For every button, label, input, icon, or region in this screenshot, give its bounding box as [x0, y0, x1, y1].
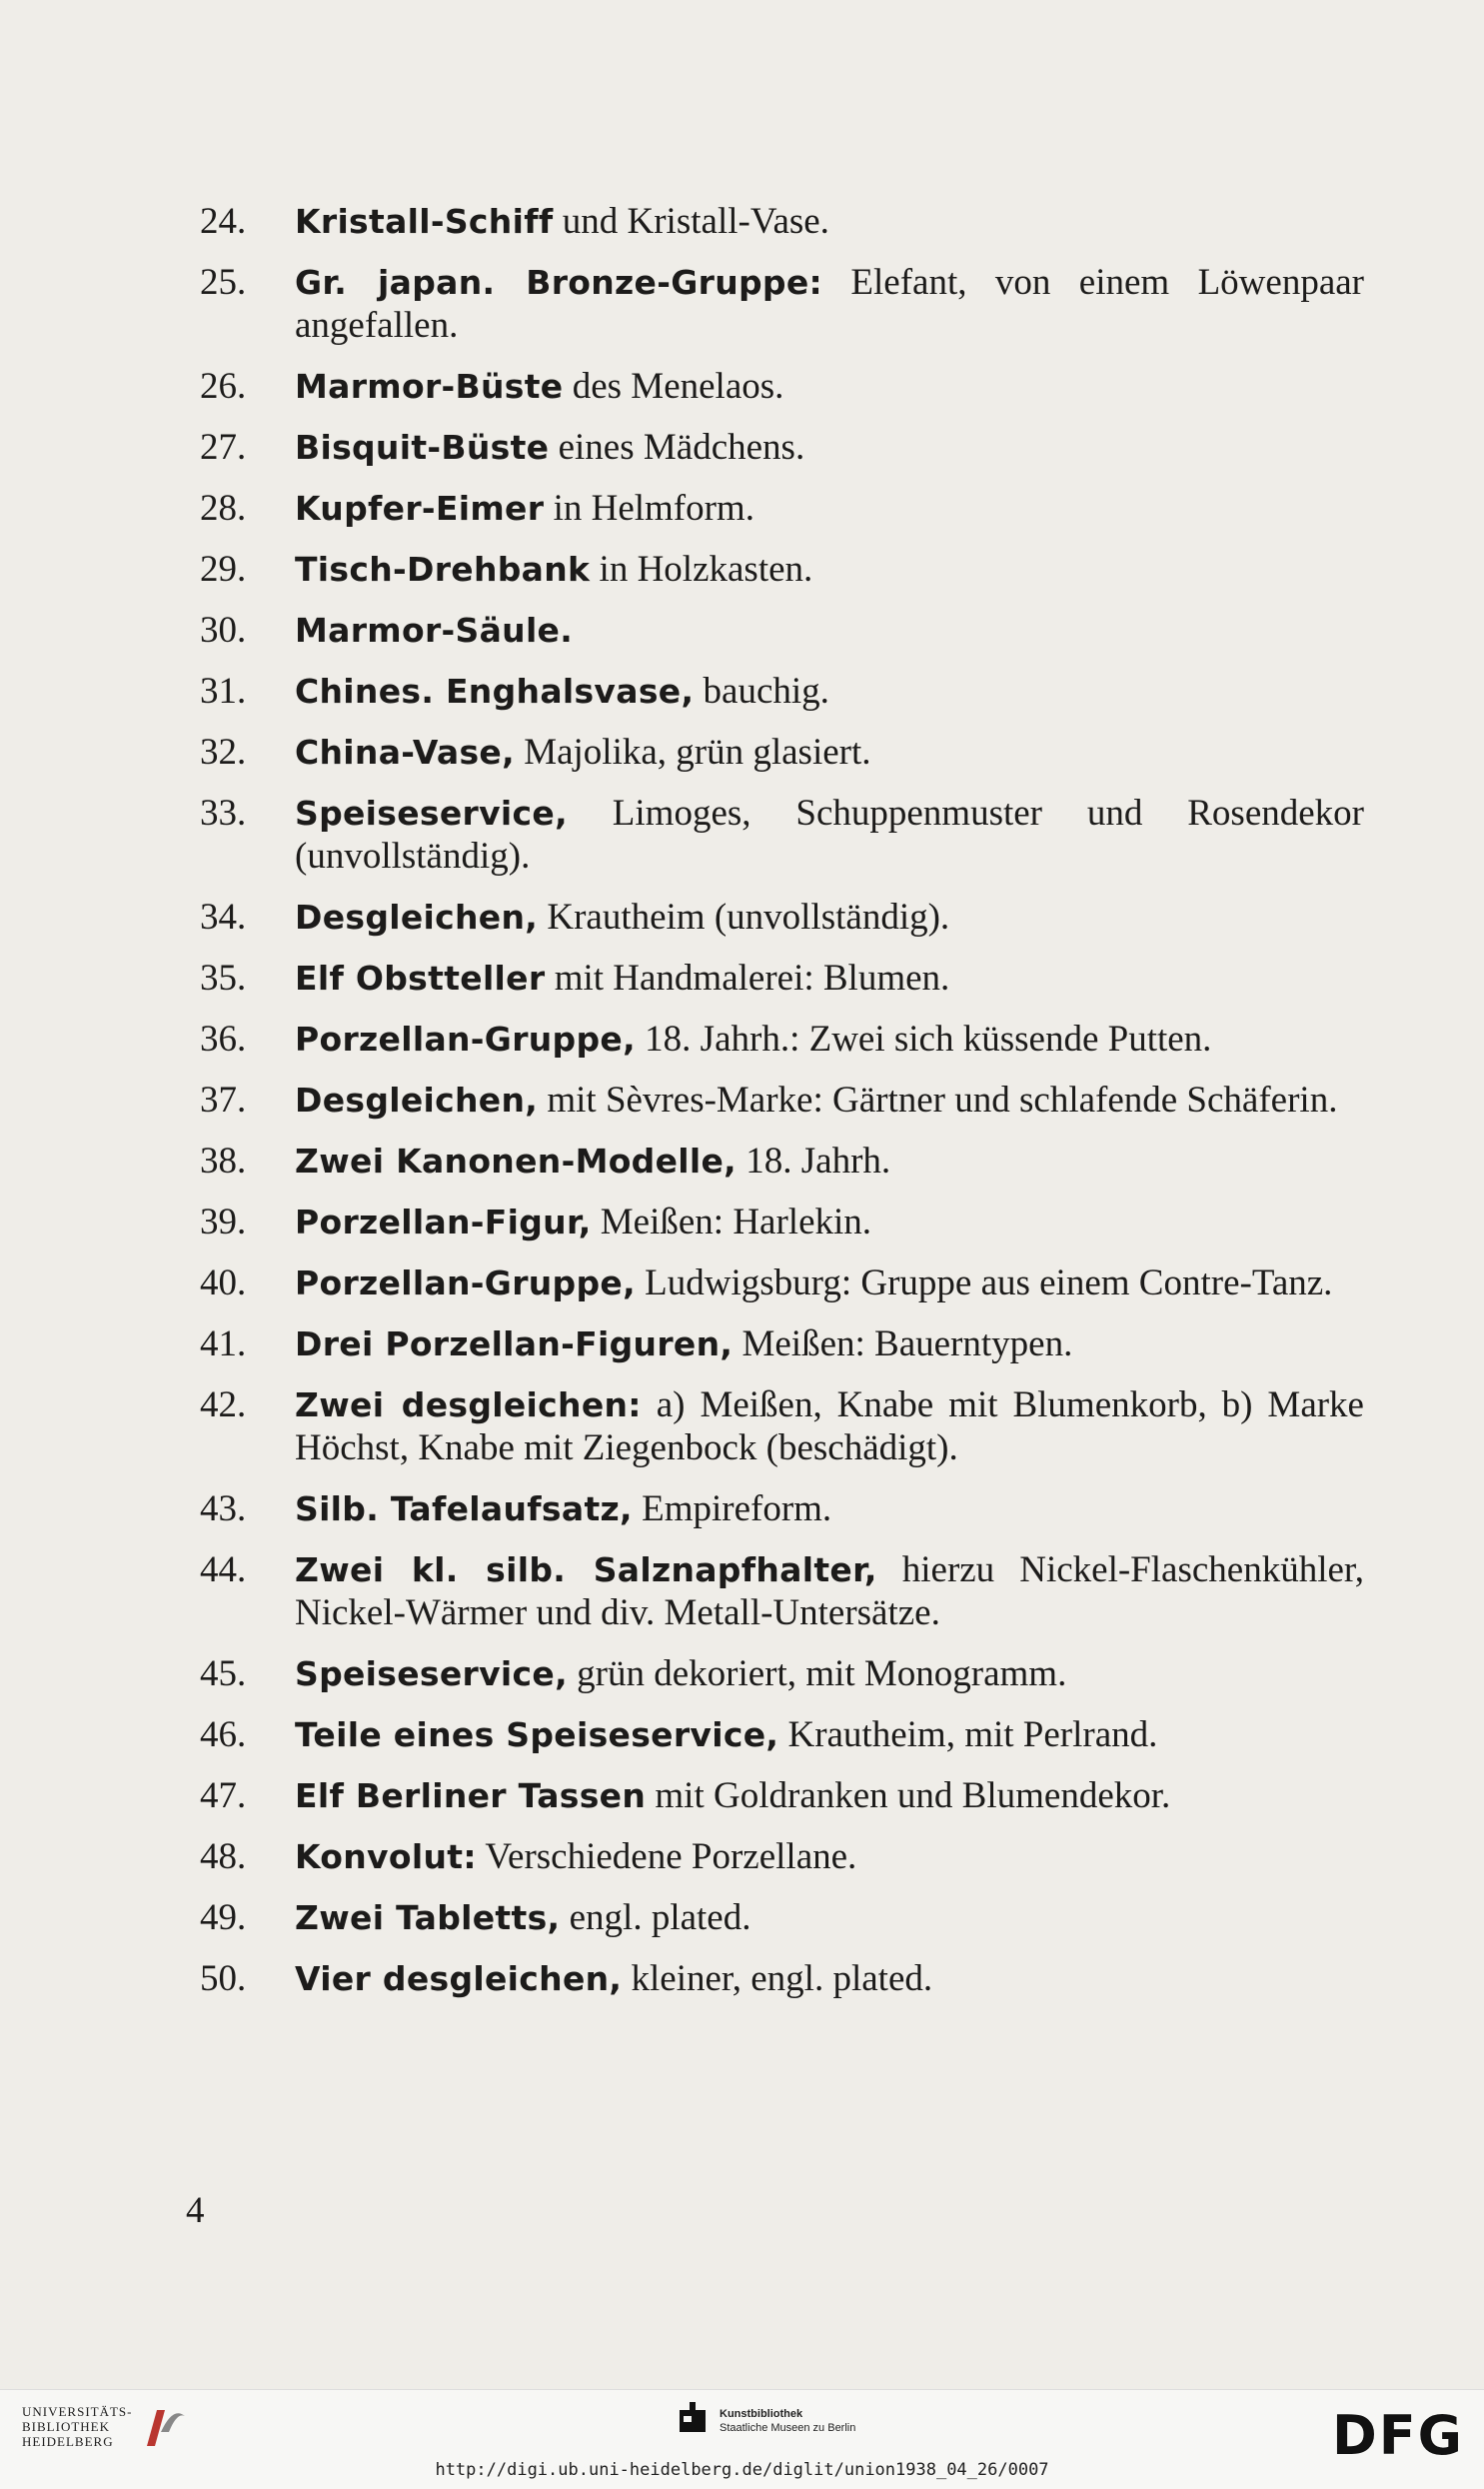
entry-details: grün dekoriert, mit Monogramm.	[567, 1653, 1067, 1694]
entry-number: 32.	[200, 732, 247, 773]
entry-number: 29.	[200, 549, 247, 590]
catalog-entry	[200, 1774, 1364, 1817]
entry-title: Porzellan-Figur,	[295, 1203, 592, 1242]
entry-details: hierzu Nickel-Flaschenkühler, Nickel-Wärmer und div. Metall-Untersätze.	[295, 1549, 1364, 1633]
entry-description	[295, 548, 1364, 591]
entry-title: Konvolut:	[295, 1837, 477, 1876]
entry-details: Verschiedene Porzellane.	[476, 1836, 857, 1877]
entry-title: Drei Porzellan-Figuren,	[295, 1324, 734, 1363]
entry-title: Porzellan-Gruppe,	[295, 1263, 636, 1302]
catalog-entry	[200, 896, 1364, 939]
entry-details: Elefant, von einem Löwenpaar angefallen.	[295, 262, 1364, 346]
entry-title: Silb. Tafelaufsatz,	[295, 1489, 633, 1528]
catalog-entry	[200, 1713, 1364, 1756]
kunstbibliothek-text	[720, 2407, 855, 2435]
entry-details: Krautheim (unvollständig).	[538, 897, 950, 938]
entry-number: 39.	[200, 1202, 247, 1243]
entry-number: 34.	[200, 897, 247, 938]
entry-description	[295, 1322, 1364, 1365]
entry-details: Empireform.	[632, 1488, 832, 1529]
entry-title: Marmor-Büste	[295, 367, 564, 406]
entry-details: 18. Jahrh.	[737, 1141, 891, 1182]
library-line-1: UNIVERSITÄTS-	[22, 2403, 133, 2419]
entry-number: 26.	[200, 366, 247, 407]
catalog-entry	[200, 1322, 1364, 1365]
entry-description	[295, 1548, 1364, 1634]
entry-title: Gr. japan. Bronze-Gruppe:	[295, 263, 823, 302]
entry-details: des Menelaos.	[563, 366, 784, 407]
footer	[0, 2389, 1484, 2489]
catalog-entry	[200, 1079, 1364, 1122]
entry-description	[295, 731, 1364, 774]
entry-number: 47.	[200, 1775, 247, 1816]
catalog-entry	[200, 426, 1364, 469]
entry-description	[295, 1018, 1364, 1061]
entry-description	[295, 1896, 1364, 1939]
catalog-entry	[200, 1140, 1364, 1183]
entry-description	[295, 1140, 1364, 1183]
page-number: 4	[186, 2190, 205, 2231]
entry-details: und Kristall-Vase.	[553, 201, 829, 242]
entry-title: Tisch-Drehbank	[295, 550, 591, 589]
entry-number: 48.	[200, 1836, 247, 1877]
entry-details: a) Meißen, Knabe mit Blumenkorb, b) Marke Höchst, Knabe mit Ziegenbock (beschädigt).	[295, 1384, 1364, 1468]
catalog-entry	[200, 1018, 1364, 1061]
entry-number: 35.	[200, 958, 247, 999]
entry-description	[295, 200, 1364, 243]
catalog-entry	[200, 365, 1364, 408]
entry-description	[295, 1652, 1364, 1695]
catalog-entry	[200, 609, 1364, 652]
entry-description	[295, 365, 1364, 408]
library-line-2: BIBLIOTHEK	[22, 2418, 110, 2434]
entry-details: Meißen: Harlekin.	[591, 1202, 872, 1243]
entry-number: 43.	[200, 1488, 247, 1529]
entry-number: 28.	[200, 488, 247, 529]
entry-details: Majolika, grün glasiert.	[514, 732, 871, 773]
university-library-logo[interactable]	[22, 2402, 187, 2450]
library-emblem-icon	[143, 2402, 187, 2450]
entry-description	[295, 1487, 1364, 1530]
kunstbibliothek-subtitle: Staatliche Museen zu Berlin	[720, 2422, 856, 2434]
entry-details: Meißen: Bauerntypen.	[733, 1323, 1073, 1364]
source-url[interactable]: http://digi.ub.uni-heidelberg.de/diglit/union1938_04_26/0007	[435, 2460, 1049, 2480]
catalog-entry	[200, 1201, 1364, 1244]
catalog-entry	[200, 261, 1364, 347]
entry-description	[295, 1383, 1364, 1469]
entry-number: 25.	[200, 262, 247, 303]
entry-details: mit Sèvres-Marke: Gärtner und schlafende Schäferin.	[538, 1080, 1338, 1121]
catalog-entry	[200, 1383, 1364, 1469]
entry-number: 36.	[200, 1019, 247, 1060]
catalog-entry	[200, 548, 1364, 591]
entry-number: 27.	[200, 427, 247, 468]
entry-title: Desgleichen,	[295, 898, 539, 937]
entry-number: 45.	[200, 1653, 247, 1694]
entry-details: kleiner, engl. plated.	[622, 1958, 933, 1999]
entry-title: Zwei Tabletts,	[295, 1898, 561, 1937]
entry-title: Porzellan-Gruppe,	[295, 1020, 636, 1059]
entry-details: 18. Jahrh.: Zwei sich küssende Putten.	[635, 1019, 1212, 1060]
entry-title: Chines. Enghalsvase,	[295, 672, 695, 711]
kunstbibliothek-logo[interactable]	[680, 2402, 855, 2440]
entry-description	[295, 487, 1364, 530]
catalog-entry	[200, 670, 1364, 713]
entry-number: 41.	[200, 1323, 247, 1364]
entry-number: 37.	[200, 1080, 247, 1121]
catalog-entry	[200, 1896, 1364, 1939]
entry-description	[295, 1261, 1364, 1304]
catalog-entry	[200, 200, 1364, 243]
entry-details: eines Mädchens.	[549, 427, 805, 468]
catalog-entry	[200, 731, 1364, 774]
entry-number: 31.	[200, 671, 247, 712]
entry-description	[295, 609, 1364, 652]
catalog-entries	[200, 200, 1364, 2018]
entry-details: in Helmform.	[544, 488, 754, 529]
kunstbibliothek-title: Kunstbibliothek	[720, 2408, 803, 2420]
entry-title: Speiseservice,	[295, 1654, 568, 1693]
entry-description	[295, 792, 1364, 878]
entry-number: 30.	[200, 610, 247, 651]
entry-description	[295, 1835, 1364, 1878]
entry-title: Teile eines Speiseservice,	[295, 1715, 779, 1754]
entry-details: Limoges, Schuppenmuster und Rosendekor (unvollständig).	[295, 793, 1364, 877]
entry-number: 44.	[200, 1549, 247, 1590]
entry-description	[295, 1957, 1364, 2000]
catalog-entry	[200, 1261, 1364, 1304]
entry-number: 38.	[200, 1141, 247, 1182]
catalog-entry	[200, 1652, 1364, 1695]
entry-details: in Holzkasten.	[590, 549, 813, 590]
entry-title: Zwei Kanonen-Modelle,	[295, 1142, 738, 1181]
entry-number: 24.	[200, 201, 247, 242]
entry-description	[295, 1713, 1364, 1756]
entry-title: Vier desgleichen,	[295, 1959, 623, 1998]
entry-description	[295, 1774, 1364, 1817]
entry-number: 50.	[200, 1958, 247, 1999]
entry-description	[295, 1201, 1364, 1244]
kunstbibliothek-emblem-icon	[680, 2402, 706, 2440]
entry-title: Kristall-Schiff	[295, 202, 554, 241]
entry-number: 33.	[200, 793, 247, 834]
entry-description	[295, 957, 1364, 1000]
entry-number: 49.	[200, 1897, 247, 1938]
entry-details: mit Goldranken und Blumendekor.	[646, 1775, 1171, 1816]
entry-title: Elf Berliner Tassen	[295, 1776, 647, 1815]
entry-number: 46.	[200, 1714, 247, 1755]
catalog-entry	[200, 1487, 1364, 1530]
entry-description	[295, 261, 1364, 347]
entry-title: Bisquit-Büste	[295, 428, 550, 467]
entry-details: Krautheim, mit Perlrand.	[778, 1714, 1158, 1755]
entry-details: engl. plated.	[560, 1897, 751, 1938]
library-name	[22, 2404, 133, 2449]
catalog-entry	[200, 957, 1364, 1000]
entry-details: bauchig.	[694, 671, 829, 712]
entry-description	[295, 1079, 1364, 1122]
entry-title: China-Vase,	[295, 733, 515, 772]
entry-title: Zwei kl. silb. Salznapfhalter,	[295, 1550, 877, 1589]
entry-description	[295, 670, 1364, 713]
catalog-entry	[200, 792, 1364, 878]
entry-description	[295, 426, 1364, 469]
catalog-entry	[200, 487, 1364, 530]
catalog-entry	[200, 1835, 1364, 1878]
entry-details: mit Handmalerei: Blumen.	[545, 958, 950, 999]
entry-title: Elf Obstteller	[295, 959, 546, 998]
library-line-3: HEIDELBERG	[22, 2433, 114, 2449]
entry-description	[295, 896, 1364, 939]
catalog-entry	[200, 1548, 1364, 1634]
entry-title: Zwei desgleichen:	[295, 1385, 642, 1424]
entry-details: Ludwigsburg: Gruppe aus einem Contre-Tanz.	[635, 1262, 1333, 1303]
entry-number: 40.	[200, 1262, 247, 1303]
entry-title: Kupfer-Eimer	[295, 489, 545, 528]
dfg-logo[interactable]: DFG	[1331, 2404, 1464, 2467]
entry-number: 42.	[200, 1384, 247, 1425]
catalog-entry	[200, 1957, 1364, 2000]
entry-title: Desgleichen,	[295, 1081, 539, 1120]
entry-title: Marmor-Säule.	[295, 611, 574, 650]
entry-title: Speiseservice,	[295, 794, 568, 833]
